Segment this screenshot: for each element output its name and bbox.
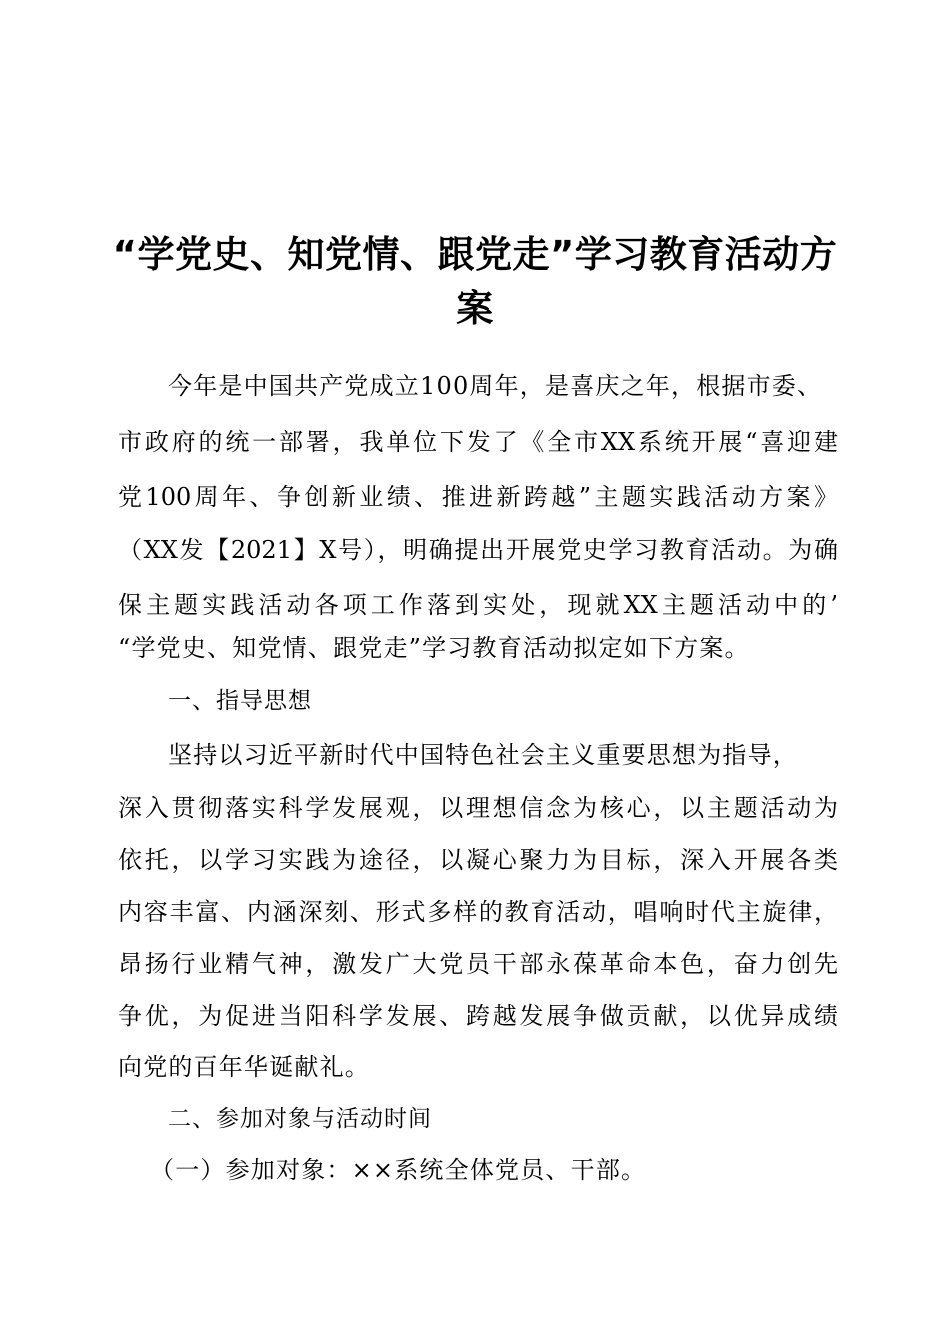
section-heading-guiding-ideology: 一、指导思想 xyxy=(168,688,312,714)
section1-line: 内容丰富、内涵深刻、形式多样的教育活动，唱响时代主旋律， xyxy=(118,898,838,926)
section1-line: 深入贯彻落实科学发展观，以理想信念为核心，以主题活动为 xyxy=(118,794,838,822)
section1-line: 依托，以学习实践为途径，以凝心聚力为目标，深入开展各类 xyxy=(118,846,838,874)
intro-line: “学党史、知党情、跟党走”学习教育活动拟定如下方案。 xyxy=(118,634,750,662)
section1-line: 向党的百年华诞献礼。 xyxy=(118,1053,370,1081)
section1-line: 争优，为促进当阳科学发展、跨越发展争做贡献，以优异成绩 xyxy=(118,1002,838,1030)
section1-line: 坚持以习近平新时代中国特色社会主义重要思想为指导， xyxy=(168,741,798,769)
intro-line: 保主题实践活动各项工作落到实处，现就XX主题活动中的’ xyxy=(118,591,838,619)
section1-line: 昂扬行业精气神，激发广大党员干部永葆革命本色，奋力创先 xyxy=(118,950,838,978)
intro-line: 市政府的统一部署，我单位下发了《全市XX系统开展“喜迎建 xyxy=(118,428,838,456)
section2-item-participants: （一）参加对象：××系统全体党员、干部。 xyxy=(150,1156,647,1184)
document-title-line-2: 案 xyxy=(456,287,494,330)
section-heading-participants-and-time: 二、参加对象与活动时间 xyxy=(168,1106,432,1132)
document-title-line-1: “学党史、知党情、跟党走”学习教育活动方 xyxy=(112,233,838,276)
intro-line: 党100周年、争创新业绩、推进新跨越”主题实践活动方案》 xyxy=(118,483,838,511)
intro-line: （XX发【2021】X号），明确提出开展党史学习教育活动。为确 xyxy=(118,536,838,564)
intro-line: 今年是中国共产党成立100周年，是喜庆之年，根据市委、 xyxy=(168,372,823,400)
